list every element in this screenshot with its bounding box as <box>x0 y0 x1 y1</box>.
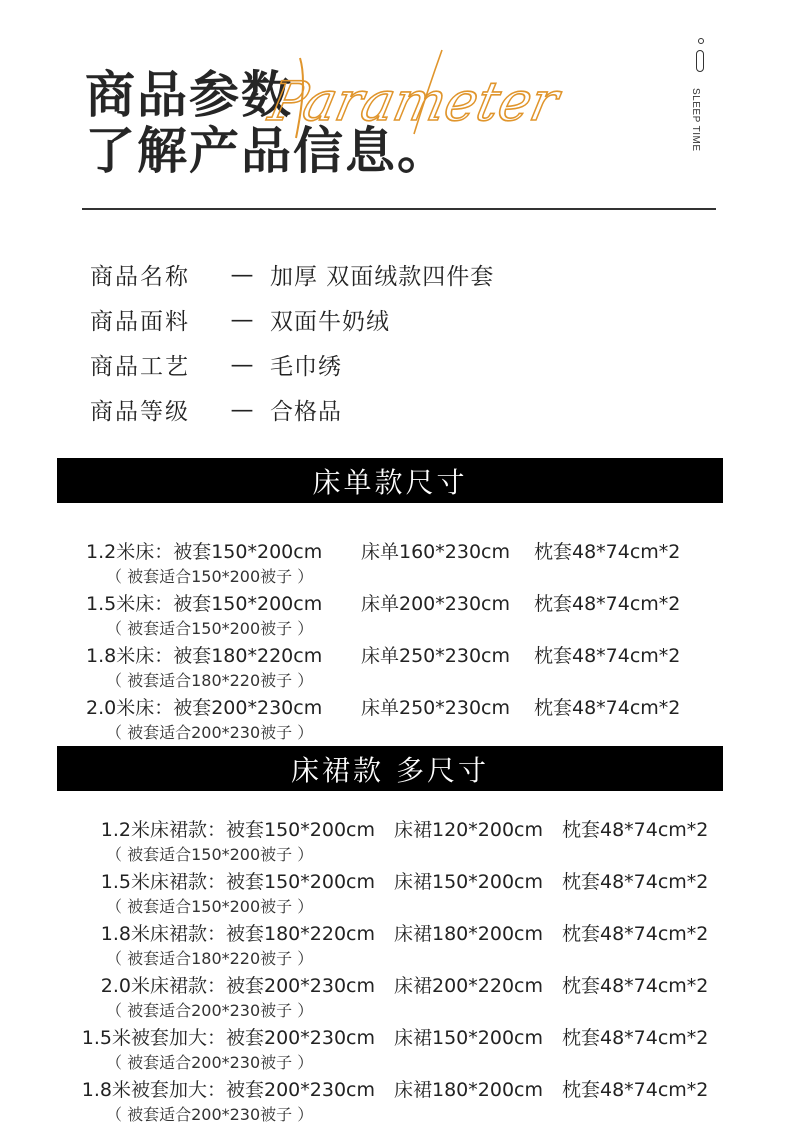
size-cover: 1.5米床：被套150*200cm <box>86 593 323 615</box>
list-item <box>60 1023 740 1075</box>
size-note: （ 被套适合180*220被子 ） <box>106 949 314 968</box>
size-label: 1.5米被套加大： <box>81 1027 226 1049</box>
list-item <box>86 641 726 693</box>
list-item <box>60 1075 740 1127</box>
size-note: （ 被套适合200*230被子 ） <box>106 1001 314 1020</box>
size-cover: 2.0米床：被套200*230cm <box>86 697 323 719</box>
size-note: （ 被套适合200*230被子 ） <box>106 723 314 742</box>
info-value: 毛巾绣 <box>270 354 342 380</box>
list-item <box>60 867 740 919</box>
side-label-text: SLEEP TIME <box>690 88 701 152</box>
size-pillow: 枕套48*74cm*2 <box>534 645 681 667</box>
info-row-fabric <box>90 297 494 342</box>
size-skirt: 床裙180*200cm <box>394 923 543 945</box>
size-skirt: 床裙120*200cm <box>394 819 543 841</box>
size-note: （ 被套适合200*230被子 ） <box>106 1053 314 1072</box>
size-cover: 被套200*230cm <box>226 1027 375 1049</box>
product-info <box>90 252 494 432</box>
divider <box>82 208 716 210</box>
size-cover: 被套180*220cm <box>226 923 375 945</box>
size-sheet: 床单250*230cm <box>361 697 510 719</box>
info-value: 合格品 <box>270 399 342 425</box>
size-cover: 被套150*200cm <box>226 819 375 841</box>
info-dash: — <box>230 306 254 333</box>
size-skirt: 床裙200*220cm <box>394 975 543 997</box>
info-label: 商品面料 <box>90 309 190 335</box>
info-row-name <box>90 252 494 297</box>
info-dash: — <box>230 351 254 378</box>
size-sheet: 床单160*230cm <box>361 541 510 563</box>
size-cover: 被套200*230cm <box>226 975 375 997</box>
size-cover: 1.2米床：被套150*200cm <box>86 541 323 563</box>
sheet-size-list <box>86 537 726 745</box>
size-sheet: 床单200*230cm <box>361 593 510 615</box>
size-pillow: 枕套48*74cm*2 <box>562 1079 709 1101</box>
size-note: （ 被套适合180*220被子 ） <box>106 671 314 690</box>
section-banner-skirt: 床裙款 多尺寸 <box>57 746 723 791</box>
parameter-script-logo <box>263 38 564 148</box>
size-pillow: 枕套48*74cm*2 <box>562 819 709 841</box>
size-sheet: 床单250*230cm <box>361 645 510 667</box>
size-cover: 被套200*230cm <box>226 1079 375 1101</box>
size-note: （ 被套适合150*200被子 ） <box>106 619 314 638</box>
size-label: 1.2米床裙款： <box>100 819 226 841</box>
size-pillow: 枕套48*74cm*2 <box>562 975 709 997</box>
info-value: 加厚 双面绒款四件套 <box>270 264 495 290</box>
size-pillow: 枕套48*74cm*2 <box>534 593 681 615</box>
page-subtitle: 了解产品信息。 <box>85 122 449 180</box>
info-label: 商品工艺 <box>90 354 190 380</box>
parameter-script-text: Parameter <box>263 69 564 133</box>
info-row-craft <box>90 342 494 387</box>
page-title: 商品参数 <box>85 66 293 124</box>
info-dash: — <box>230 396 254 423</box>
size-pillow: 枕套48*74cm*2 <box>534 541 681 563</box>
size-note: （ 被套适合150*200被子 ） <box>106 845 314 864</box>
size-pillow: 枕套48*74cm*2 <box>534 697 681 719</box>
list-item <box>86 537 726 589</box>
dot-icon <box>698 38 704 44</box>
size-note: （ 被套适合150*200被子 ） <box>106 897 314 916</box>
size-cover: 1.8米床：被套180*220cm <box>86 645 323 667</box>
list-item <box>86 589 726 641</box>
size-pillow: 枕套48*74cm*2 <box>562 1027 709 1049</box>
skirt-size-list <box>60 815 740 1127</box>
capsule-icon <box>696 50 704 72</box>
side-label <box>688 38 712 168</box>
list-item <box>60 971 740 1023</box>
size-label: 2.0米床裙款： <box>100 975 226 997</box>
info-label: 商品等级 <box>90 399 190 425</box>
size-skirt: 床裙150*200cm <box>394 871 543 893</box>
size-pillow: 枕套48*74cm*2 <box>562 923 709 945</box>
size-label: 1.8米床裙款： <box>100 923 226 945</box>
size-label: 1.5米床裙款： <box>100 871 226 893</box>
info-label: 商品名称 <box>90 264 190 290</box>
info-value: 双面牛奶绒 <box>270 309 390 335</box>
info-row-grade <box>90 387 494 432</box>
list-item <box>60 919 740 971</box>
size-cover: 被套150*200cm <box>226 871 375 893</box>
list-item <box>60 815 740 867</box>
size-skirt: 床裙150*200cm <box>394 1027 543 1049</box>
size-pillow: 枕套48*74cm*2 <box>562 871 709 893</box>
size-label: 1.8米被套加大： <box>81 1079 226 1101</box>
size-skirt: 床裙180*200cm <box>394 1079 543 1101</box>
size-note: （ 被套适合200*230被子 ） <box>106 1105 314 1124</box>
section-banner-sheet: 床单款尺寸 <box>57 458 723 503</box>
list-item <box>86 693 726 745</box>
info-dash: — <box>230 261 254 288</box>
size-note: （ 被套适合150*200被子 ） <box>106 567 314 586</box>
